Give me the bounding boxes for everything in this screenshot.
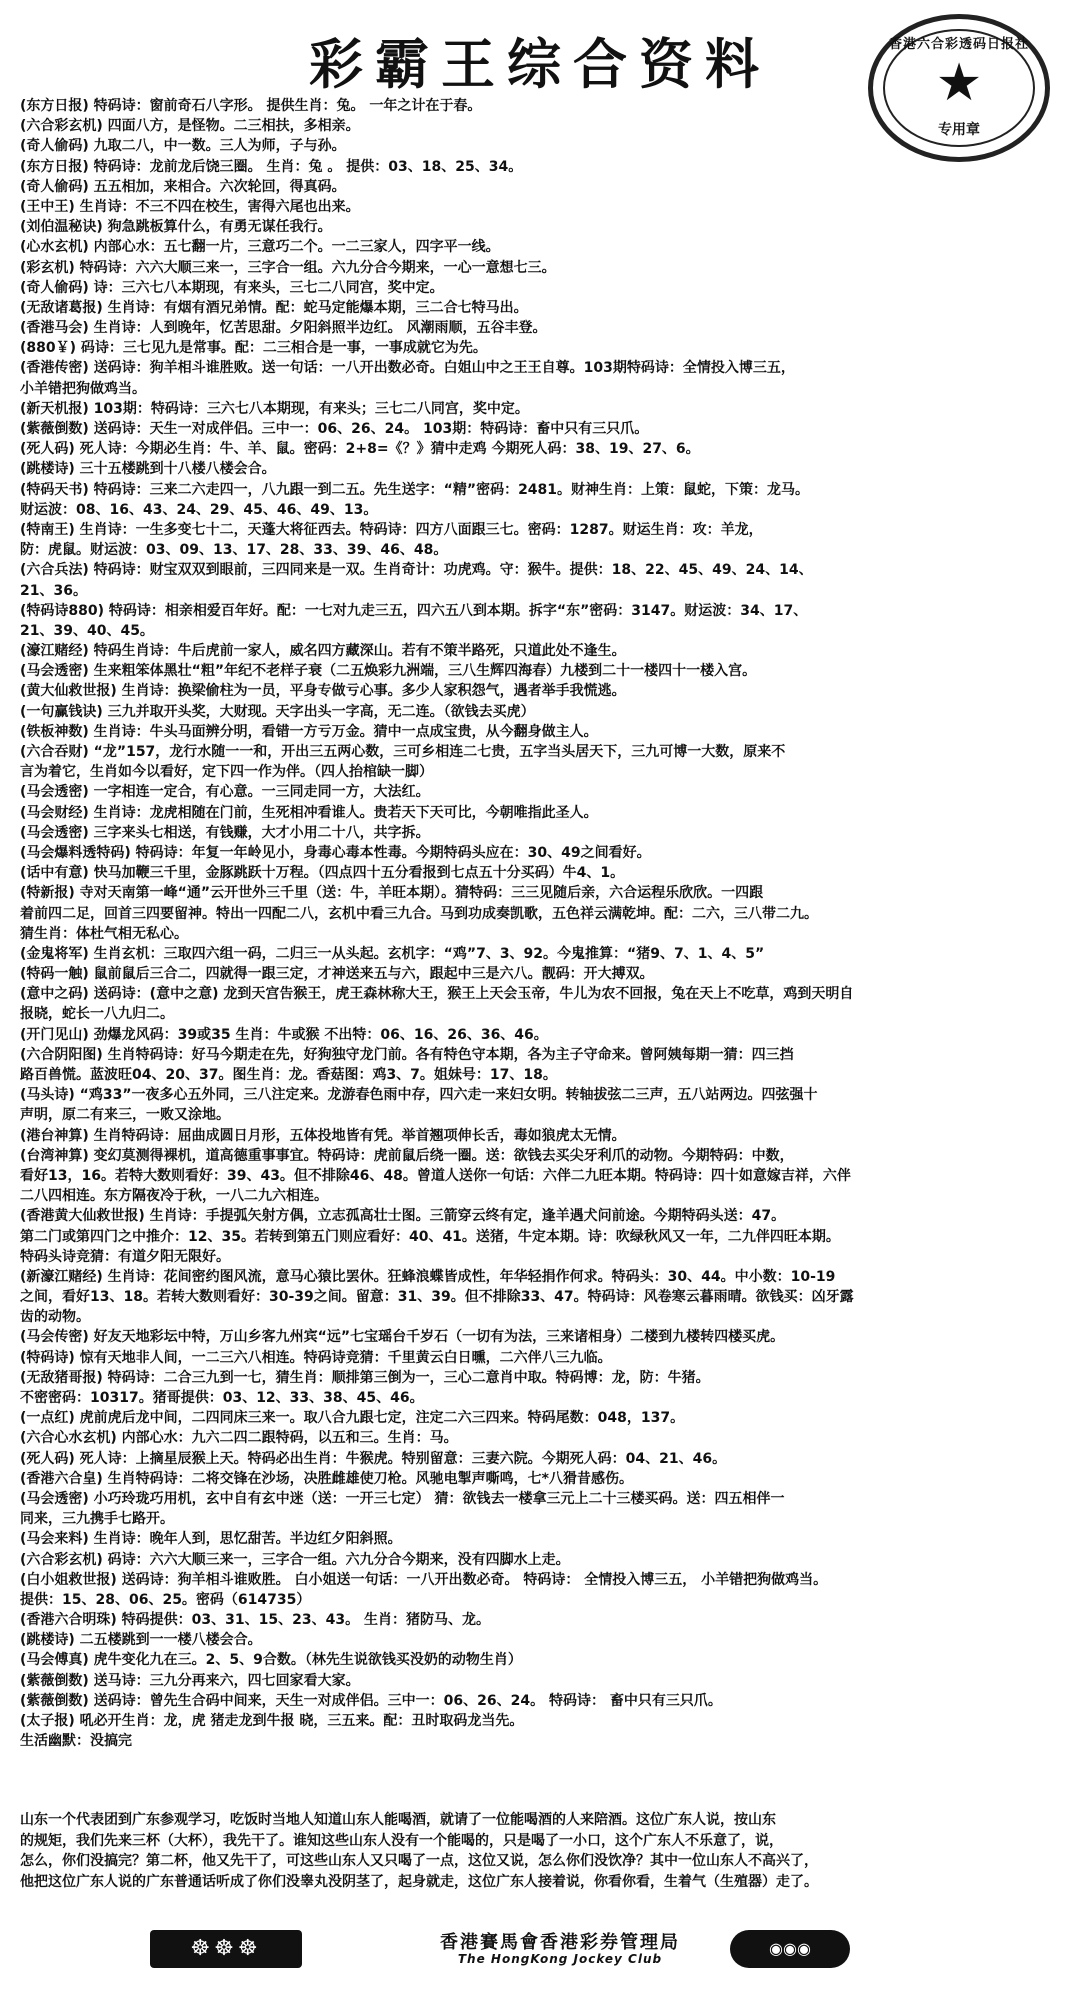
tip-line: (跳楼诗) 三十五楼跳到十八楼八楼会合。	[20, 461, 276, 478]
tip-line: (马会透密) 三字来头七相送，有钱赚，大才小用二十八，共字拆。	[20, 824, 430, 841]
tip-line: (金鬼将军) 生肖玄机：三取四六组一码，二归三一从头起。玄机字：“鸡”7、3、92。今鬼推算：“猪9、7、1、4、5”	[20, 945, 765, 962]
tip-line: 同来，三九携手七路开。	[20, 1511, 174, 1528]
tip-line: (彩玄机) 特码诗：六六大顺三来一，三字合一组。六九分合今期来，一心一意想七三。	[20, 259, 556, 276]
tip-line: 生活幽默：没搞完	[20, 1733, 132, 1750]
tip-line: (紫薇倒数) 送码诗：曾先生合码中间来，天生一对成伴侣。三中一：06、26、24。 特码诗： 畜中只有三只爪。	[20, 1692, 722, 1709]
tip-line: (六合吞财) “龙”157，龙行水随一一和，开出三五两心数，三可乡相连二七贵，五字当头居天下，三九可博一大数，原来不	[20, 744, 786, 760]
tip-line: 着前四二足，回首三四要留神。特出一四配二八，玄机中看三九合。马到功成奏凯歌，五色祥云满乾坤。配：二六，三八带二九。	[20, 905, 818, 922]
tip-line: 二八四相连。东方隔夜冷于秋，一八二九六相连。	[20, 1188, 328, 1205]
tip-line: (特码诗) 惊有天地非人间，一二三六八相连。特码诗竞猜：千里黄云白日曛，二六伴八三九临。	[20, 1349, 612, 1366]
tip-line: (特码天书) 特码诗：三来二六走四一，八九跟一到二五。先生送字：“精”密码：2481。财神生肖：上策：鼠蛇，下策：龙马。	[20, 481, 810, 498]
tip-line: (一句赢钱诀) 三九并取开头奖，大财现。天字出头一字高，无二连。（欲钱去买虎）	[20, 703, 535, 720]
tip-line: 特码头诗竞猜：有道夕阳无限好。	[20, 1248, 230, 1265]
tip-line: 提供：15、28、06、25。密码（614735）	[20, 1591, 311, 1608]
tip-line: (特新报) 寺对天南第一峰“通”云开世外三千里（送：牛，羊旺本期）。猜特码：三三见随后亲，六合运程乐欣欣。一四跟	[20, 885, 764, 902]
tip-line: 猜生肖：体杜气相无私心。	[20, 925, 188, 942]
tip-line: (心水玄机) 内部心水：五七翻一片，三意巧二个。一二三家人，四字平一线。	[20, 239, 500, 256]
tip-line: 不密密码：10317。猪哥提供：03、12、33、38、45、46。	[20, 1390, 424, 1406]
joke-line: 他把这位广东人说的广东普通话听成了你们没睾丸没阴茎了，起身就走，这位广东人接着说，你看你看，生着气（生殖器）走了。	[20, 1873, 818, 1890]
tip-line: (香港传密) 送码诗：狗羊相斗谁胜败。送一句话：一八开出数必奇。白姐山中之王王自尊。103期特码诗：全情投入博三五，	[20, 360, 795, 377]
tip-line: (死人码) 死人诗：今期必生肖：牛、羊、鼠。密码：2+8=《？》猜中走鸡 今期死人码：38、19、27、6。	[20, 441, 700, 458]
mark-six-logo-icon: ◉◉◉	[730, 1930, 850, 1968]
tip-line: (话中有意) 快马加鞭三千里，金豚跳跃十万程。（四点四十五分看报到七点五十分买码）牛4、1。	[20, 865, 625, 882]
tip-line: 言为着它，生肖如今以看好，定下四一作为伴。（四人抬棺缺一脚）	[20, 764, 433, 781]
tip-line: (香港马会) 生肖诗：人到晚年，忆苦思甜。夕阳斜照半边红。 风潮雨顺，五谷丰登。	[20, 320, 547, 337]
tip-line: 21、39、40、45。	[20, 622, 154, 639]
tip-line: (黄大仙救世报) 生肖诗：换梁偷柱为一员，平身专做亏心事。多少人家积怨气，遇者举手我慌逃。	[20, 683, 626, 700]
tip-line: (马会透密) 小巧玲珑巧用机，玄中自有玄中迷（送：一开三七定） 猜：欲钱去一楼拿三元上二十三楼买码。送：四五相伴一	[20, 1490, 785, 1507]
tip-line: (马会爆料透特码) 特码诗：年复一年岭见小，身毒心毒本性毒。今期特码头应在：30、49之间看好。	[20, 844, 651, 861]
tip-line: 之间，看好13、18。若转大数则看好：30-39之间。留意：31、39。但不排除33、47。特码诗：风卷寒云暮雨晴。欲钱买：凶牙露	[20, 1289, 854, 1306]
tip-line: (马头诗) “鸡33”一夜多心五外同，三八注定来。龙游春色雨中存，四六走一来妇女明。转轴拔弦二三声，五八站两边。四弦强十	[20, 1087, 818, 1104]
tip-line: (台湾神算) 变幻莫测得裸机，道高德重事事宜。特码诗：虎前鼠后绕一圈。送：欲钱去买尖牙利爪的动物。今期特码：中数，	[20, 1147, 794, 1164]
tip-line: (港台神算) 生肖特码诗：屈曲成圆日月形，五体投地皆有凭。举首翘项伸长舌，毒如狼虎太无情。	[20, 1127, 626, 1144]
humor-paragraph	[20, 1810, 1060, 1892]
tip-line: (特码诗880) 特码诗：相亲相爱百年好。配：一七对九走三五，四六五八到本期。拆字“东”密码：3147。财运波：34、17、	[20, 602, 808, 619]
tip-line: (特码一触) 鼠前鼠后三合二，四就得一跟三定，才神送来五与六，跟起中三是六八。靓码：开大搏双。	[20, 966, 654, 983]
tip-line: (紫薇倒数) 送码诗：天生一对成伴侣。三中一：06、26、24。 103期：特码诗：畜中只有三只爪。	[20, 421, 649, 437]
tip-line: (奇人偷码) 诗：三六七八本期现，有来头，三七二八同宫，奖中定。	[20, 279, 444, 296]
tip-line: 齿的动物。	[20, 1309, 90, 1326]
tip-line: (六合彩玄机) 码诗：六六大顺三来一，三字合一组。六九分合今期来，没有四脚水上走。	[20, 1551, 570, 1568]
tip-line: 声明，原二有来三，一败又涂地。	[20, 1107, 230, 1124]
tip-line: (六合心水玄机) 内部心水：九六二四二跟特码，以五和三。生肖：马。	[20, 1430, 458, 1447]
tip-line: (跳楼诗) 二五楼跳到一一楼八楼会合。	[20, 1632, 262, 1649]
joke-line: 的规矩，我们先来三杯（大杯），我先干了。谁知这些山东人没有一个能喝的，只是喝了一小口，这个广东人不乐意了，说，	[20, 1832, 783, 1849]
tip-line: (东方日报) 特码诗：龙前龙后饶三圈。 生肖：兔 。 提供：03、18、25、34。	[20, 158, 523, 175]
hkjc-logo-icon: ☸☸☸	[150, 1930, 302, 1968]
tip-line: (马会传密) 好友天地彩坛中特，万山乡客九州宾“远”七宝瑶台千岁石（一切有为法，三来诸相身）二楼到九楼转四楼买虎。	[20, 1329, 785, 1346]
tip-line: (新天机报) 103期：特码诗：三六七八本期现，有来头；三七二八同宫，奖中定。	[20, 400, 529, 417]
tip-line: (濠江赌经) 特码生肖诗：牛后虎前一家人，威名四方藏深山。若有不策半路死，只道此处不逢生。	[20, 643, 626, 660]
tip-line: (马会财经) 生肖诗：龙虎相随在门前，生死相冲看谁人。贵若天下天可比，今朝唯指此圣人。	[20, 804, 598, 821]
tip-line: (意中之码) 送码诗：(意中之意) 龙到天宫告猴王，虎王森林称大王，猴王上天会玉帝，牛儿为农不回报，兔在天上不吃草，鸡到天明自	[20, 986, 854, 1003]
tip-line: (奇人偷码) 五五相加，来相合。六次轮回，得真码。	[20, 178, 346, 195]
tip-line: (东方日报) 特码诗：窗前奇石八字形。 提供生肖：兔。 一年之计在于春。	[20, 98, 482, 114]
tip-line: (六合兵法) 特码诗：财宝双双到眼前，三四同来是一双。生肖奇计：功虎鸡。守：猴牛。提供：18、22、45、49、24、14、	[20, 562, 813, 579]
joke-line: 山东一个代表团到广东参观学习，吃饭时当地人知道山东人能喝酒，就请了一位能喝酒的人来陪酒。这位广东人说，按山东	[20, 1812, 776, 1828]
page-title: 彩霸王综合资料	[309, 32, 771, 96]
footer-club-name: 香港賽馬會香港彩券管理局	[440, 1932, 680, 1953]
tip-line: 小羊错把狗做鸡当。	[20, 380, 146, 397]
tip-line: (香港六合明珠) 特码提供：03、31、15、23、43。 生肖：猪防马、龙。	[20, 1612, 490, 1629]
footer-banner	[0, 1922, 1080, 1982]
tip-line: (死人码) 死人诗：上摘星辰猴上天。特码必出生肖：牛猴虎。特别留意：三妻六院。今期死人码：04、21、46。	[20, 1450, 727, 1467]
tip-line: (880￥) 码诗：三七见九是常事。配：二三相合是一事，一事成就它为先。	[20, 340, 487, 357]
footer-club-name-en: The HongKong Jockey Club	[457, 1952, 663, 1966]
tip-line: 看好13，16。若特大数则看好：39、43。但不排除46、48。曾道人送你一句话：六伴二九旺本期。特码诗：四十如意嫁吉祥，六伴	[20, 1167, 851, 1184]
tip-line: 路百兽慌。蓝波旺04、20、37。图生肖：龙。香菇图：鸡3、7。姐妹号：17、18。	[20, 1067, 557, 1083]
tip-line: (马会透密) 生来粗笨体黑壮“粗”年纪不老样子衰（二五焕彩九洲端，三八生辉四海春）九楼到二十一楼四十一楼入宫。	[20, 663, 757, 680]
tip-line: (六合阴阳图) 生肖特码诗：好马今期走在先，好狗独守龙门前。各有特色守本期，各为主子守命来。曾阿姨每期一猜：四三挡	[20, 1046, 794, 1063]
tip-line: (特南王) 生肖诗：一生多变七十二，天蓬大将征西去。特码诗：四方八面跟三七。密码：1287。财运生肖：攻：羊龙，	[20, 521, 763, 538]
tip-line: (马会透密) 一字相连一定合，有心意。一三同走同一方，大法红。	[20, 784, 430, 801]
tip-line: (香港六合皇) 生肖特码诗：二将交锋在沙场，决胜雌雄使刀枪。风驰电掣声嘶鸣，七*八猾昔感伤。	[20, 1470, 633, 1487]
tip-line: (铁板神数) 生肖诗：牛头马面辨分明，看错一方亏万金。猜中一点成宝贵，从今翻身做主人。	[20, 723, 598, 740]
tip-line: 报晓，蛇长一八九归二。	[20, 1006, 174, 1023]
tip-line: (奇人偷码) 九取二八，中一数。三人为师，子与孙。	[20, 138, 346, 155]
joke-line: 怎么，你们没搞完？第二杯，他又先干了，可这些山东人又只喝了一点，这位又说，怎么你们没饮净？其中一位山东人不高兴了，	[20, 1853, 818, 1869]
tip-line: 财运波：08、16、43、24、29、45、46、49、13。	[20, 501, 378, 518]
tip-line: (一点红) 虎前虎后龙中间，二四同床三来一。取八合九跟七定，注定二六三四来。特码尾数：048，137。	[20, 1410, 685, 1427]
seal-label: 专用章	[938, 122, 980, 138]
tip-line: (马会傅真) 虎牛变化九在三。2、5、9合数。（林先生说欲钱买没奶的动物生肖）	[20, 1652, 522, 1669]
tip-line: (无敌诸葛报) 生肖诗：有烟有酒兄弟情。配：蛇马定能爆本期，三二合七特马出。	[20, 299, 528, 316]
tip-line: (紫薇倒数) 送马诗：三九分再来六，四七回家看大家。	[20, 1672, 360, 1689]
tip-line: (太子报) 吼必开生肖：龙，虎 猪走龙到牛报 晓，三五来。配：丑时取码龙当先。	[20, 1713, 524, 1729]
tip-line: (无敌猪哥报) 特码诗：二合三九到一七，猜生肖：顺排第三倒为一，三心二意肖中取。特码博：龙，防：牛猪。	[20, 1369, 710, 1386]
tip-line: (开门见山) 劲爆龙风码：39或35 生肖：牛或猴 不出特：06、16、26、36、46。	[20, 1026, 548, 1043]
tip-line: (王中王) 生肖诗：不三不四在校生，害得六尾也出来。	[20, 198, 360, 215]
tip-line: (六合彩玄机) 四面八方，是怪物。二三相扶，多相亲。	[20, 118, 360, 135]
tip-line: 21、36。	[20, 582, 87, 599]
tip-line: 第二门或第四门之中推介：12、35。若转到第五门则应看好：40、41。送猪，牛定本期。诗：吹绿秋风又一年，二九伴四旺本期。	[20, 1228, 840, 1245]
star-icon: ★	[935, 53, 983, 113]
tip-line: (新濠江赌经) 生肖诗：花间密约图风流，意马心猿比罢休。狂蜂浪蝶皆成性，年华轻捐作何求。特码头：30、44。中小数：10-19	[20, 1268, 836, 1285]
tips-list	[20, 96, 1060, 1751]
tip-line: (白小姐救世报) 送码诗：狗羊相斗谁败胜。 白小姐送一句话：一八开出数必奇。 特码诗： 全情投入博三五， 小羊错把狗做鸡当。	[20, 1571, 828, 1588]
tip-line: (刘伯温秘诀) 狗急跳板算什么，有勇无谋任我行。	[20, 219, 332, 236]
tip-line: (香港黄大仙救世报) 生肖诗：手提弧矢射方偶，立志孤高壮士图。三箭穿云终有定，逢羊遇犬问前途。今期特码头送：47。	[20, 1208, 786, 1225]
tip-line: (马会来料) 生肖诗：晚年人到，思忆甜苦。半边红夕阳斜照。	[20, 1531, 402, 1548]
seal-ring-text: 香港六合彩透码日报社	[888, 37, 1029, 52]
tip-line: 防：虎鼠。财运波：03、09、13、17、28、33、39、46、48。	[20, 542, 448, 559]
